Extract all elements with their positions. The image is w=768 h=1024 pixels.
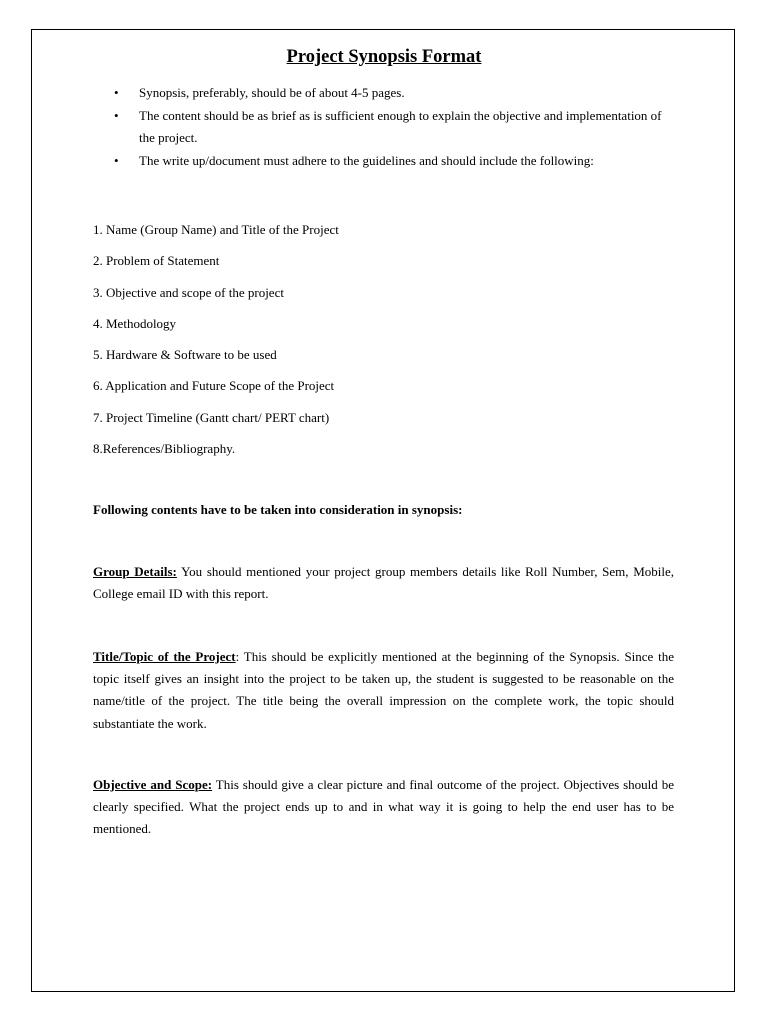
numbered-item: 4. Methodology [93,315,177,331]
objective-scope-text: This should give a clear picture and final outcome of the project. Objectives should be clearly specified. What the project ends up to and in what way it is going to help the end user has to be mentioned. [93,777,674,837]
numbered-item: 3. Objective and scope of the project [93,284,284,300]
numbered-item: 7. Project Timeline (Gantt chart/ PERT chart) [93,409,330,425]
guideline-bullets [110,82,675,172]
group-details-text: You should mentioned your project group members details like Roll Number, Sem, Mobile, College email ID with this report. [93,564,674,602]
title-topic-text: : This should be explicitly mentioned at the beginning of the Synopsis. Since the topic itself gives an insight into the project to be taken up, the student is suggested to be reasonable on the name/title of the project. The title being the overall impression on the complete work, the topic should substantiate the work. [93,649,674,731]
group-details-section [93,561,674,605]
bullet-item: • Synopsis, preferably, should be of about 4-5 pages. [110,82,675,105]
objective-scope-section [93,774,674,841]
numbered-item: 8.References/Bibliography. [93,441,236,457]
numbered-contents-list [93,220,339,470]
bullet-item: • The write up/document must adhere to the guidelines and should include the following: [110,150,675,173]
numbered-item: 1. Name (Group Name) and Title of the Project [93,222,339,237]
document-title: Project Synopsis Format [286,47,482,67]
objective-scope-heading: Objective and Scope: [93,777,213,792]
numbered-item: 2. Problem of Statement [93,253,220,269]
numbered-item: 5. Hardware & Software to be used [93,347,277,363]
title-topic-heading: Title/Topic of the Project [93,649,236,664]
title-topic-section [93,646,674,735]
bullet-item: • The content should be as brief as is sufficient enough to explain the objective and implementation of the project. [110,105,675,150]
numbered-item: 6. Application and Future Scope of the Project [93,378,335,394]
group-details-heading: Group Details: [93,564,177,579]
consideration-heading: Following contents have to be taken into consideration in synopsis: [93,502,463,517]
